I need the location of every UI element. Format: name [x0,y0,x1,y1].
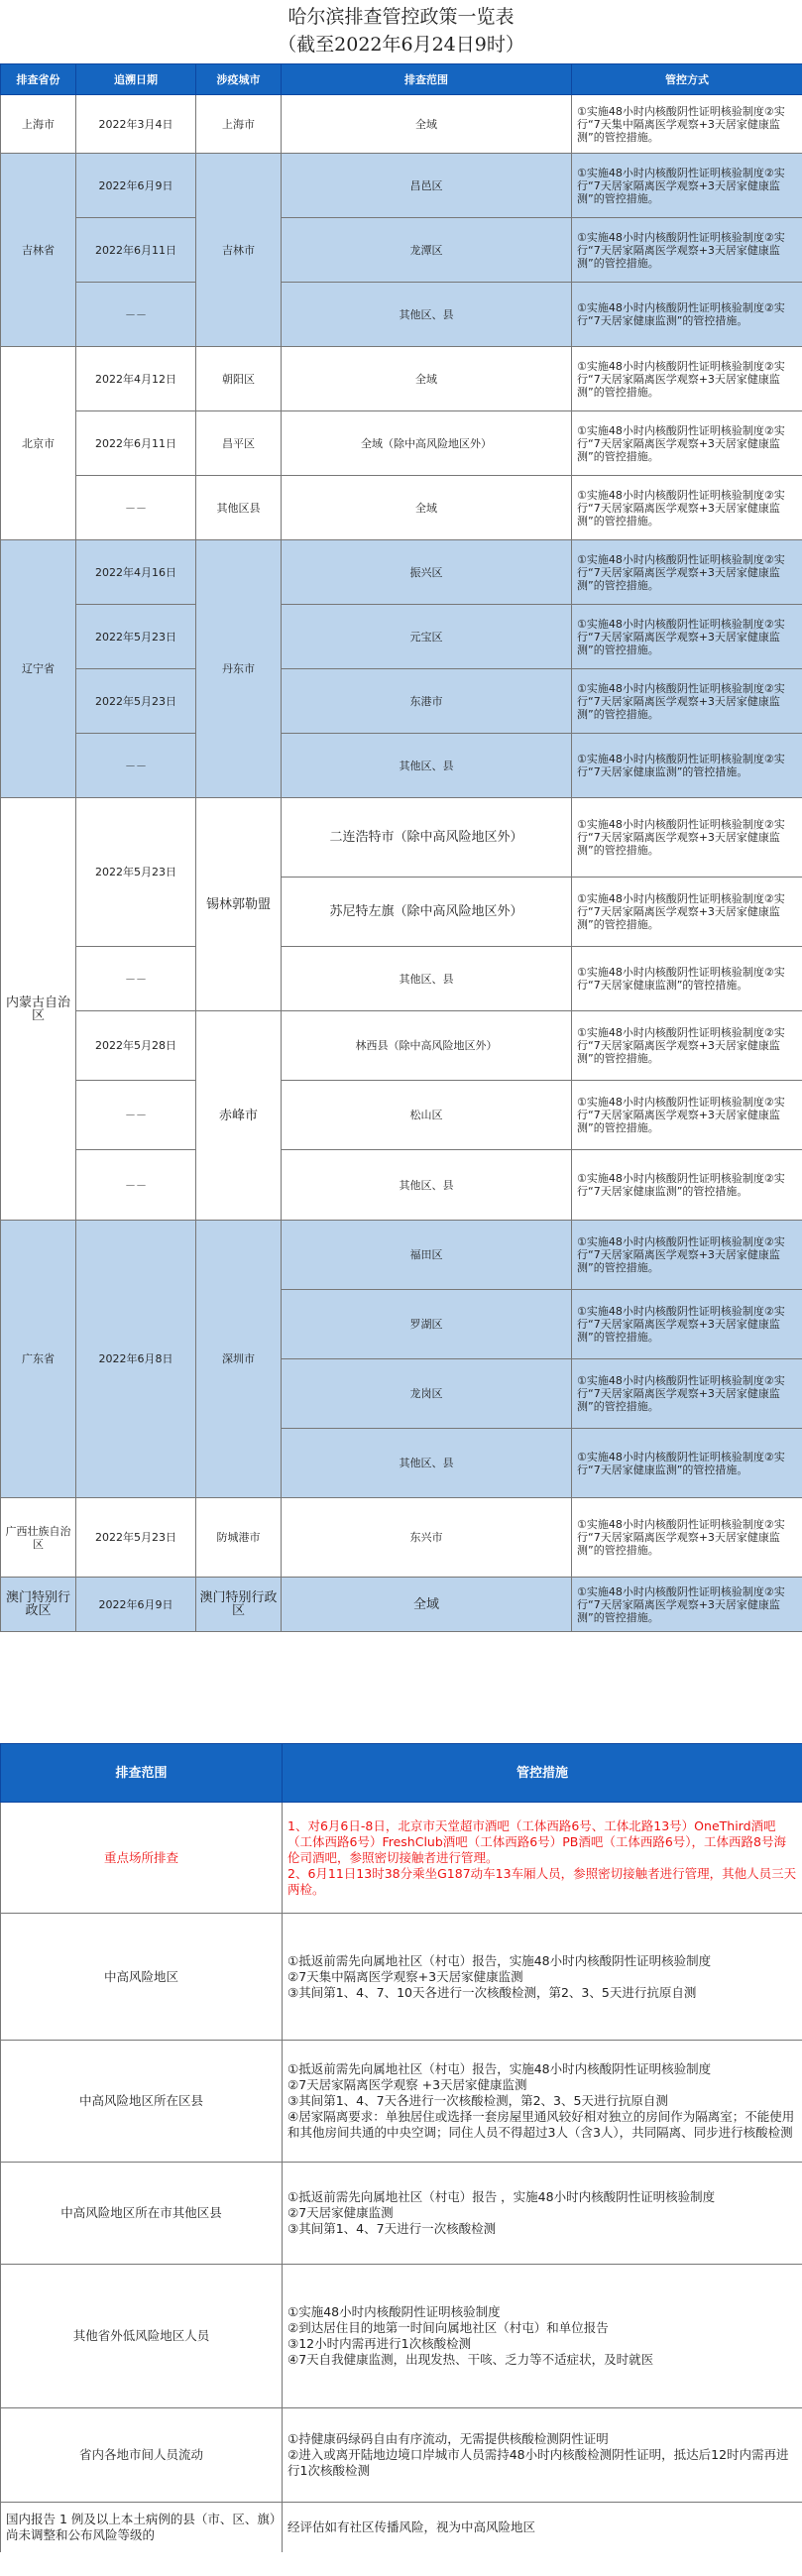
date-cell: －－ [76,283,196,347]
measures-cell: ①实施48小时内核酸阴性证明核验制度②实行“7天居家隔离医学观察+3天居家健康监测”的管控措施。 [572,1221,802,1290]
province-cell: 内蒙古自治区 [1,798,76,1221]
city-cell: 朝阳区 [196,347,282,411]
measures-cell: ①实施48小时内核酸阴性证明核验制度②实行“7天居家健康监测”的管控措施。 [572,734,802,798]
measure-line: ④7天自我健康监测，出现发热、干咳、乏力等不适症状，及时就医 [287,2352,654,2367]
scope-cell: 其他区、县 [282,1429,572,1498]
date-cell: 2022年3月4日 [76,95,196,154]
table-row [1,734,802,798]
table-row [1,1498,802,1578]
measures-cell [283,2408,802,2503]
table-row [1,1150,802,1221]
province-cell: 吉林省 [1,154,76,347]
scope-cell: 其他区、县 [282,1150,572,1221]
measures-cell: ①实施48小时内核酸阴性证明核验制度②实行“7天居家健康监测”的管控措施。 [572,947,802,1011]
measure-line: ②到达居住目的地第一时间向属地社区（村屯）和单位报告 [287,2320,609,2335]
province-cell: 广西壮族自治区 [1,1498,76,1578]
table-row [1,2041,802,2163]
table-row [1,1578,802,1632]
date-cell: 2022年5月23日 [76,605,196,669]
measure-line: 1、对6月6日-8日，北京市天堂超市酒吧（工体西路6号、工体北路13号）OneThird酒吧（工体西路6号）FreshClub酒吧（工体西路6号）PB酒吧（工体西路6号），工体西路8号海伦司酒吧，参照密切接触者进行管理。 [287,1817,787,1865]
table-row [1,2408,802,2503]
measure-line: ①抵返前需先向属地社区（村屯）报告，实施48小时内核酸阴性证明核验制度 [287,2061,712,2076]
policy-table-measures [0,1743,802,2552]
table-row [1,1011,802,1081]
measures-cell: ①实施48小时内核酸阴性证明核验制度②实行“7天居家健康监测”的管控措施。 [572,283,802,347]
scope-cell: 全域（除中高风险地区外） [282,411,572,476]
measures-cell: ①实施48小时内核酸阴性证明核验制度②实行“7天居家隔离医学观察+3天居家健康监测”的管控措施。 [572,347,802,411]
date-cell: 2022年4月16日 [76,540,196,605]
city-cell: 丹东市 [196,540,282,798]
measure-line: ④居家隔离要求：单独居住或选择一套房屋里通风较好相对独立的房间作为隔离室；不能使用和其他房间共通的中央空调；同住人员不得超过3人（含3人），共同隔离、同步进行核酸检测 [287,2109,795,2140]
scope-cell: 松山区 [282,1081,572,1150]
table-header-row [1,1744,802,1803]
table-row [1,798,802,878]
measure-line: 2、6月11日13时38分乘坐G187动车13车厢人员，参照密切接触者进行管理，其他人员三天两检。 [287,1865,797,1897]
measures-cell: ①实施48小时内核酸阴性证明核验制度②实行“7天居家隔离医学观察+3天居家健康监测”的管控措施。 [572,476,802,540]
province-cell: 上海市 [1,95,76,154]
province-cell: 澳门特别行政区 [1,1578,76,1632]
measures-cell: ①实施48小时内核酸阴性证明核验制度②实行“7天居家隔离医学观察+3天居家健康监测”的管控措施。 [572,1359,802,1429]
measures-cell [283,2265,802,2408]
table-row [1,95,802,154]
table-row [1,540,802,605]
scope-cell: 二连浩特市（除中高风险地区外） [282,798,572,878]
date-cell: 2022年6月11日 [76,218,196,283]
date-cell: 2022年4月12日 [76,347,196,411]
scope-cell: 其他区、县 [282,734,572,798]
table-row [1,1914,802,2041]
measures-cell: ①实施48小时内核酸阴性证明核验制度②实行“7天居家健康监测”的管控措施。 [572,1150,802,1221]
measures-cell: ①实施48小时内核酸阴性证明核验制度②实行“7天居家隔离医学观察+3天居家健康监测”的管控措施。 [572,1290,802,1359]
date-cell: 2022年6月9日 [76,1578,196,1632]
measures-cell: ①实施48小时内核酸阴性证明核验制度②实行“7天集中隔离医学观察+3天居家健康监测”的管控措施。 [572,95,802,154]
province-cell: 北京市 [1,347,76,540]
table-row [1,154,802,218]
province-cell: 辽宁省 [1,540,76,798]
measures-cell: ①实施48小时内核酸阴性证明核验制度②实行“7天居家隔离医学观察+3天居家健康监测”的管控措施。 [572,154,802,218]
scope-cell: 东港市 [282,669,572,734]
scope-cell: 重点场所排查 [1,1803,283,1914]
measure-line: ③其间第1、4、7天进行一次核酸检测 [287,2221,497,2236]
policy-table-regions [0,63,802,1632]
scope-cell: 全域 [282,476,572,540]
table-row [1,411,802,476]
table-row [1,947,802,1011]
table-row [1,283,802,347]
table-row [1,605,802,669]
date-cell: 2022年6月11日 [76,411,196,476]
scope-cell: 罗湖区 [282,1290,572,1359]
measure-line: ③12小时内需再进行1次核酸检测 [287,2336,472,2351]
city-cell: 澳门特别行政区 [196,1578,282,1632]
header-measures: 管控措施 [283,1744,802,1803]
measure-line: ②进入或离开陆地边境口岸城市人员需持48小时内核酸检测阴性证明，抵达后12时内需再进行1次核酸检测 [287,2447,789,2478]
page-title: 哈尔滨排查管控政策一览表 [287,6,515,28]
scope-cell: 全域 [282,1578,572,1632]
table-row [1,1221,802,1290]
measure-line: ①抵返前需先向属地社区（村屯）报告 ，实施48小时内核酸阴性证明核验制度 [287,2189,716,2204]
measures-cell: ①实施48小时内核酸阴性证明核验制度②实行“7天居家隔离医学观察+3天居家健康监测”的管控措施。 [572,1578,802,1632]
date-cell: 2022年6月8日 [76,1221,196,1498]
date-cell: －－ [76,734,196,798]
measures-cell [283,1803,802,1914]
scope-cell: 其他区、县 [282,947,572,1011]
table-row [1,669,802,734]
header-scope: 排查范围 [282,64,572,95]
city-cell: 上海市 [196,95,282,154]
scope-cell: 昌邑区 [282,154,572,218]
scope-cell: 福田区 [282,1221,572,1290]
measure-line: ②7天居家健康监测 [287,2205,394,2220]
date-cell: 2022年5月23日 [76,798,196,947]
scope-cell: 其他省外低风险地区人员 [1,2265,283,2408]
city-cell: 深圳市 [196,1221,282,1498]
measure-line: ①抵返前需先向属地社区（村屯）报告，实施48小时内核酸阴性证明核验制度 [287,1952,712,1968]
measures-cell: ①实施48小时内核酸阴性证明核验制度②实行“7天居家隔离医学观察+3天居家健康监测”的管控措施。 [572,605,802,669]
date-cell: 2022年5月23日 [76,1498,196,1578]
scope-cell: 全域 [282,347,572,411]
city-cell: 锡林郭勒盟 [196,798,282,1011]
date-cell: －－ [76,476,196,540]
province-cell: 广东省 [1,1221,76,1498]
table-row [1,2265,802,2408]
table-row [1,1803,802,1914]
scope-cell: 龙潭区 [282,218,572,283]
date-cell: 2022年5月23日 [76,669,196,734]
table-row [1,2503,802,2552]
measures-cell: ①实施48小时内核酸阴性证明核验制度②实行“7天居家隔离医学观察+3天居家健康监测”的管控措施。 [572,1011,802,1081]
measures-cell: ①实施48小时内核酸阴性证明核验制度②实行“7天居家隔离医学观察+3天居家健康监测”的管控措施。 [572,540,802,605]
date-cell: －－ [76,1150,196,1221]
table-header-row [1,64,802,95]
city-cell: 其他区县 [196,476,282,540]
measures-cell [283,2041,802,2163]
scope-cell: 省内各地市间人员流动 [1,2408,283,2503]
scope-cell: 中高风险地区 [1,1914,283,2041]
table-row [1,1081,802,1150]
date-cell: －－ [76,1081,196,1150]
city-cell: 赤峰市 [196,1011,282,1221]
date-cell: 2022年5月28日 [76,1011,196,1081]
measures-cell: ①实施48小时内核酸阴性证明核验制度②实行“7天居家隔离医学观察+3天居家健康监测”的管控措施。 [572,798,802,878]
measures-cell: ①实施48小时内核酸阴性证明核验制度②实行“7天居家隔离医学观察+3天居家健康监测”的管控措施。 [572,878,802,947]
measures-cell: ①实施48小时内核酸阴性证明核验制度②实行“7天居家隔离医学观察+3天居家健康监测”的管控措施。 [572,1498,802,1578]
date-cell: 2022年6月9日 [76,154,196,218]
city-cell: 防城港市 [196,1498,282,1578]
scope-cell: 林西县（除中高风险地区外） [282,1011,572,1081]
measure-line: ①实施48小时内核酸阴性证明核验制度 [287,2304,501,2319]
measure-line: ③其间第1、4、7、10天各进行一次核酸检测，第2、3、5天进行抗原自测 [287,1984,697,2000]
city-cell: 昌平区 [196,411,282,476]
measures-cell: ①实施48小时内核酸阴性证明核验制度②实行“7天居家隔离医学观察+3天居家健康监测”的管控措施。 [572,218,802,283]
scope-cell: 中高风险地区所在区县 [1,2041,283,2163]
table-row [1,476,802,540]
scope-cell: 元宝区 [282,605,572,669]
scope-cell: 国内报告 1 例及以上本土病例的县（市、区、旗）尚未调整和公布风险等级的 [1,2503,283,2552]
measures-cell: ①实施48小时内核酸阴性证明核验制度②实行“7天居家隔离医学观察+3天居家健康监测”的管控措施。 [572,669,802,734]
measure-line: ①持健康码绿码自由有序流动，无需提供核酸检测阴性证明 [287,2431,609,2446]
header-city: 涉疫城市 [196,64,282,95]
header-scope: 排查范围 [1,1744,283,1803]
scope-cell: 全域 [282,95,572,154]
table-row [1,218,802,283]
measures-cell: ①实施48小时内核酸阴性证明核验制度②实行“7天居家隔离医学观察+3天居家健康监测”的管控措施。 [572,411,802,476]
measures-cell [283,1914,802,2041]
measures-cell [283,2163,802,2265]
measures-cell: 经评估如有社区传播风险，视为中高风险地区 [283,2503,802,2552]
measures-cell: ①实施48小时内核酸阴性证明核验制度②实行“7天居家健康监测”的管控措施。 [572,1429,802,1498]
date-cell: －－ [76,947,196,1011]
table-row [1,347,802,411]
measure-line: ②7天居家隔离医学观察 +3天居家健康监测 [287,2077,527,2092]
scope-cell: 苏尼特左旗（除中高风险地区外） [282,878,572,947]
measure-line: ③其间第1、4、7天各进行一次核酸检测，第2、3、5天进行抗原自测 [287,2093,668,2108]
header-date: 追溯日期 [76,64,196,95]
city-cell: 吉林市 [196,154,282,347]
scope-cell: 东兴市 [282,1498,572,1578]
table-row [1,2163,802,2265]
scope-cell: 中高风险地区所在市其他区县 [1,2163,283,2265]
scope-cell: 振兴区 [282,540,572,605]
header-measures: 管控方式 [572,64,802,95]
page-subtitle: （截至2022年6月24日9时） [278,34,524,56]
scope-cell: 龙岗区 [282,1359,572,1429]
header-province: 排查省份 [1,64,76,95]
measures-cell: ①实施48小时内核酸阴性证明核验制度②实行“7天居家隔离医学观察+3天居家健康监测”的管控措施。 [572,1081,802,1150]
measure-line: ②7天集中隔离医学观察+3天居家健康监测 [287,1968,523,1984]
scope-cell: 其他区、县 [282,283,572,347]
